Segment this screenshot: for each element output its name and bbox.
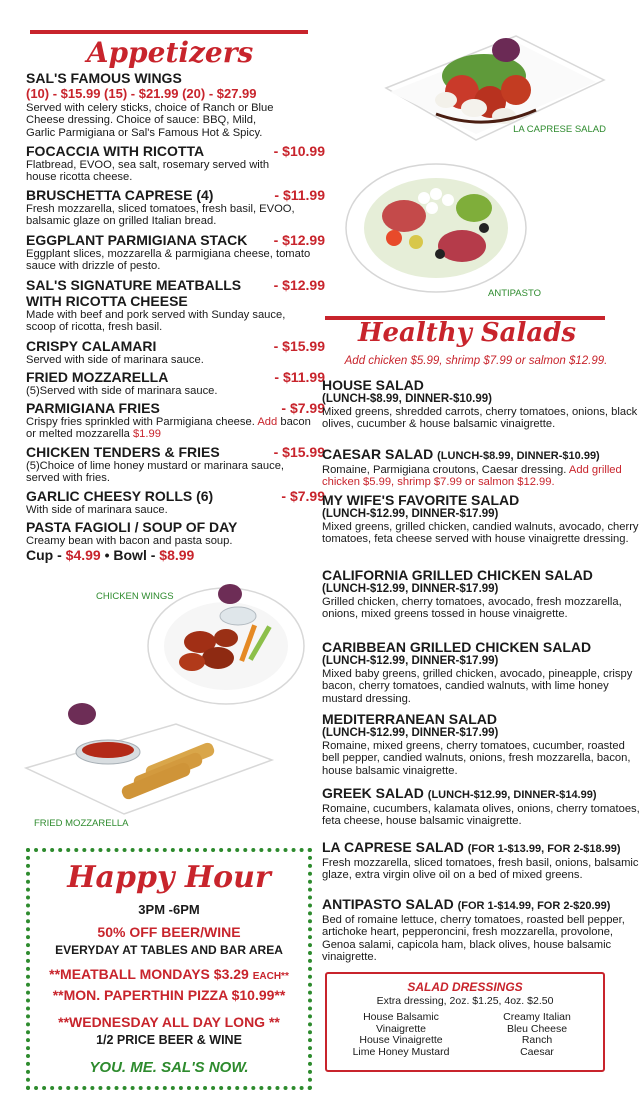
item-name: FOCACCIA WITH RICOTTA [26,143,205,159]
happy-hour-tagline: YOU. ME. SAL'S NOW. [89,1059,249,1076]
salad-antipasto [322,896,640,963]
salad-name-text: LA CAPRESE SALAD [322,839,464,855]
salad-name: HOUSE SALAD [322,377,424,393]
item-name: PASTA FAGIOLI / SOUP OF DAY [26,519,238,535]
fried-mozzarella-photo [20,702,278,822]
dressing-item: Lime Honey Mustard [352,1045,450,1058]
dressing-item: Caesar [520,1045,554,1058]
caption-mozzarella: FRIED MOZZARELLA [34,818,129,829]
item-desc: Flatbread, EVOO, sea salt, rosemary served with house ricotta cheese. [26,159,270,184]
bowl-price: $8.99 [159,547,195,564]
salad-name [322,896,640,914]
caption-antipasto: ANTIPASTO [488,288,541,299]
antipasto-photo [344,158,528,294]
salad-la-caprese [322,839,640,882]
soup-prices [26,547,331,563]
salads-title: Healthy Salads [357,318,577,348]
item-desc: Eggplant slices, mozzarella & parmigiana cheese, tomato sauce with drizzle of pesto. [26,248,311,273]
salad-desc-text: Romaine, Parmigiana croutons, Caesar dressing. [322,464,567,476]
item-desc: (5)Choice of lime honey mustard or marinara sauce, served with fries. [26,460,285,485]
happy-hour-title: Happy Hour [67,860,271,895]
salad-prices: (LUNCH-$8.99, DINNER-$10.99) [437,450,600,462]
item-name: GARLIC CHEESY ROLLS (6) [26,488,214,504]
salad-name-text: CAESAR SALAD [322,446,434,462]
dressings-left-list [333,1012,469,1058]
item-price: - $15.99 [273,444,325,460]
salad-dressings-box [325,972,605,1072]
item-price: - $15.99 [273,338,325,354]
happy-hour-wednesday: **WEDNESDAY ALL DAY LONG ** [58,1014,280,1030]
addon-label: Add [257,416,278,428]
happy-hour-time: 3PM -6PM [138,902,200,917]
happy-hour-pizza: **MON. PAPERTHIN PIZZA $10.99** [52,987,286,1003]
happy-hour-deal-beer-wine-sub: EVERYDAY AT TABLES AND BAR AREA [55,943,283,957]
salads-addons: Add chicken $5.99, shrimp $7.99 or salmon $12.99. [344,355,608,367]
item-desc: Fresh mozzarella, sliced tomatoes, fresh basil, EVOO, balsamic glaze on grilled Italian bread. [26,203,295,228]
menu-item-garlic-rolls [26,488,331,516]
salad-desc: Romaine, cucumbers, kalamata olives, onions, cherry tomatoes, feta cheese, house balsamic vinaigrette. [322,803,640,828]
salad-desc [322,464,640,489]
salad-name: MEDITERRANEAN SALAD [322,711,497,727]
salad-greek [322,785,640,828]
item-desc: Creamy bean with bacon and pasta soup. [26,535,233,547]
item-desc: With side of marinara sauce. [26,504,168,516]
appetizers-title: Appetizers [86,36,254,69]
item-desc: Served with side of marinara sauce. [26,354,204,366]
salad-house [322,377,640,431]
salad-name [322,446,640,464]
salad-addon: Add grilled chicken $5.99, shrimp $7.99 or salmon $12.99. [322,464,622,489]
dressings-title: SALAD DRESSINGS [407,980,523,994]
dressings-extra: Extra dressing, 2oz. $1.25, 4oz. $2.50 [376,995,554,1007]
item-desc-text: Crispy fries sprinkled with Parmigiana cheese. [26,416,255,428]
meatball-deal-text: **MEATBALL MONDAYS $3.29 [49,966,249,982]
salad-name [322,839,640,857]
dressing-item: Bleu Cheese [506,1022,568,1035]
item-price: - $11.99 [274,369,325,385]
item-name: CHICKEN TENDERS & FRIES [26,444,220,460]
salad-wifes-favorite [322,492,640,546]
salad-name-text: GREEK SALAD [322,785,424,801]
price-separator: • [104,547,110,564]
appetizers-top-rule [30,30,308,34]
menu-item-meatballs [26,277,331,334]
salad-prices: (LUNCH-$8.99, DINNER-$10.99) [322,393,492,405]
salad-caesar [322,446,640,489]
item-price: - $7.99 [281,400,325,416]
item-price: - $11.99 [274,187,325,203]
salad-california [322,567,640,621]
item-name: PARMIGIANA FRIES [26,400,160,416]
salad-name: MY WIFE'S FAVORITE SALAD [322,492,520,508]
item-desc [26,416,316,441]
salad-name-text: ANTIPASTO SALAD [322,896,454,912]
salad-name: CARIBBEAN GRILLED CHICKEN SALAD [322,639,592,655]
dressing-item: Creamy Italian [503,1011,571,1023]
item-name: SAL'S FAMOUS WINGS [26,70,182,86]
item-desc: Made with beef and pork served with Sunday sauce, scoop of ricotta, fresh basil. [26,309,286,334]
caption-wings: CHICKEN WINGS [96,591,174,602]
item-price: - $12.99 [273,232,325,248]
salad-name [322,785,640,803]
salad-prices: (FOR 1-$14.99, FOR 2-$20.99) [457,900,611,912]
item-name: BRUSCHETTA CAPRESE (4) [26,187,214,203]
item-price: - $10.99 [273,143,325,159]
item-name: SAL'S SIGNATURE MEATBALLS [26,277,242,293]
cup-label: Cup - [26,547,62,564]
salad-prices: (LUNCH-$12.99, DINNER-$14.99) [427,789,597,801]
salad-name: CALIFORNIA GRILLED CHICKEN SALAD [322,567,593,583]
appetizers-list [26,70,331,590]
item-desc: Served with celery sticks, choice of Ranch or Blue Cheese dressing. Choice of sauce: BBQ, Mild, Garlic Parmigiana or Sal's Famous Hot & Spicy. [26,102,274,139]
dressing-item: Ranch [521,1034,553,1046]
menu-item-calamari [26,338,331,366]
happy-hour-meatball-mondays [26,966,312,982]
salad-mediterranean [322,711,640,777]
salad-prices: (LUNCH-$12.99, DINNER-$17.99) [322,508,499,520]
menu-item-fried-mozzarella [26,369,331,397]
salad-desc: Romaine, mixed greens, cherry tomatoes, cucumber, roasted bell pepper, candied walnuts, onions, fresh mozzarella, bacon, house balsamic vinaigrette. [322,740,631,777]
happy-hour-wednesday-sub: 1/2 PRICE BEER & WINE [96,1033,242,1047]
chicken-wings-photo [146,580,306,708]
bowl-label: Bowl - [113,547,156,564]
salad-prices: (LUNCH-$12.99, DINNER-$17.99) [322,727,499,739]
item-name-line2: WITH RICOTTA CHEESE [26,293,188,309]
menu-item-eggplant [26,232,331,273]
salads-list [322,377,640,973]
salad-prices: (LUNCH-$12.99, DINNER-$17.99) [322,583,499,595]
salad-prices: (FOR 1-$13.99, FOR 2-$18.99) [467,843,621,855]
cup-price: $4.99 [65,547,101,564]
item-name: EGGPLANT PARMIGIANA STACK [26,232,248,248]
dressings-right-list [477,1012,597,1058]
item-price: - $7.99 [281,488,325,504]
addon-price: $1.99 [132,428,161,441]
item-price: - $12.99 [273,277,325,293]
addon-text: bacon or melted mozzarella [26,416,311,441]
salad-desc: Fresh mozzarella, sliced tomatoes, fresh basil, onions, balsamic glaze, extra virgin olive oil on a bed of mixed greens. [322,857,639,882]
menu-item-parmigiana-fries [26,400,331,441]
salad-caribbean [322,639,640,705]
menu-item-focaccia [26,143,331,184]
meatball-deal-each: EACH** [252,971,289,982]
menu-item-wings [26,70,331,139]
salad-desc: Mixed greens, grilled chicken, candied walnuts, avocado, cherry tomatoes, feta cheese served with house vinaigrette dressing. [322,521,639,546]
menu-item-bruschetta [26,187,331,228]
salad-desc: Mixed baby greens, grilled chicken, avocado, pineapple, crispy bacon, cherry tomatoes, candied walnuts, with lime honey mustard dressing. [322,668,633,705]
dressing-item: House Vinaigrette [359,1034,443,1046]
dressing-item: House Balsamic Vinaigrette [363,1011,439,1035]
menu-item-soup [26,519,331,563]
item-prices: (10) - $15.99 (15) - $21.99 (20) - $27.99 [26,86,257,101]
salad-prices: (LUNCH-$12.99, DINNER-$17.99) [322,655,499,667]
item-name: FRIED MOZZARELLA [26,369,169,385]
item-desc: (5)Served with side of marinara sauce. [26,385,218,397]
item-name: CRISPY CALAMARI [26,338,157,354]
salad-desc: Grilled chicken, cherry tomatoes, avocado, fresh mozzarella, onions, mixed greens tossed in house vinaigrette. [322,596,622,621]
happy-hour-deal-beer-wine: 50% OFF BEER/WINE [97,924,241,940]
salad-desc: Mixed greens, shredded carrots, cherry tomatoes, onions, black olives, cucumber & house balsamic vinaigrette. [322,406,638,431]
salad-desc: Bed of romaine lettuce, cherry tomatoes, roasted bell pepper, artichoke heart, pepperoncini, fresh mozzarella, provolone, Genoa salami, capicola ham, black olives, house balsamic vinaigrette. [322,914,625,963]
caption-caprese: LA CAPRESE SALAD [513,124,606,135]
menu-item-chicken-tenders [26,444,331,485]
